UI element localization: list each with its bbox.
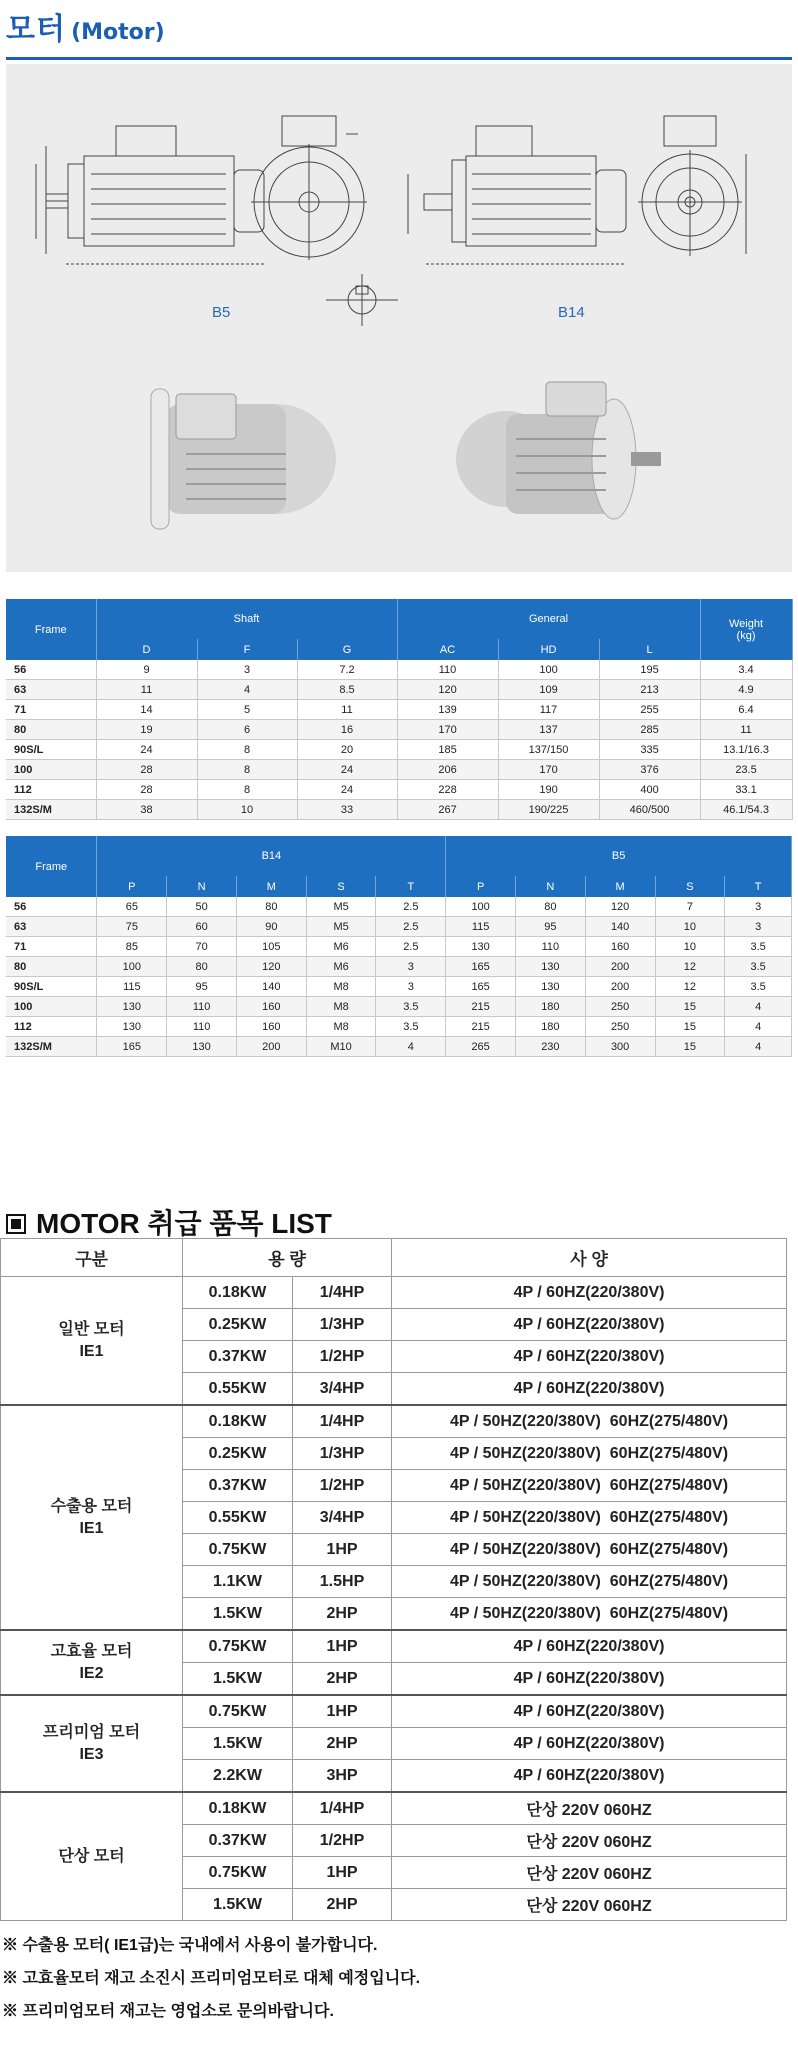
table-row	[6, 720, 792, 740]
flange-dimensions-table	[6, 836, 792, 1057]
b14-side-view-drawing	[408, 126, 626, 264]
capacity-kw-cell: 1.5KW	[183, 1889, 293, 1921]
column-header-p: P	[446, 876, 516, 897]
table-cell: 13.1/16.3	[700, 740, 792, 760]
column-header-n: N	[516, 876, 586, 897]
table-cell: 3	[376, 957, 446, 977]
table-cell: 12	[655, 977, 725, 997]
b14-header: B14	[97, 836, 446, 876]
table-cell: 200	[585, 977, 655, 997]
table-cell: 8	[197, 780, 297, 800]
table-cell: 120	[236, 957, 306, 977]
frame-cell: 56	[6, 897, 97, 917]
table-cell: 180	[516, 1017, 586, 1037]
table-cell: 46.1/54.3	[700, 800, 792, 820]
capacity-hp-cell: 1/3HP	[293, 1309, 392, 1341]
table-row	[6, 700, 792, 720]
column-header-t: T	[725, 876, 792, 897]
spec-cell: 단상 220V 060HZ	[392, 1889, 787, 1921]
table-cell: 400	[599, 780, 700, 800]
table-cell: 120	[585, 897, 655, 917]
table-cell: 206	[397, 760, 498, 780]
frame-cell: 71	[6, 937, 97, 957]
table-cell: 335	[599, 740, 700, 760]
capacity-hp-cell: 1/4HP	[293, 1405, 392, 1438]
table-cell: 19	[96, 720, 197, 740]
table-cell: 4	[197, 680, 297, 700]
table-cell: 10	[197, 800, 297, 820]
table-row	[6, 997, 792, 1017]
table-cell: 3.5	[376, 1017, 446, 1037]
capacity-hp-cell: 1HP	[293, 1857, 392, 1889]
category-name: 단상 모터	[58, 1847, 125, 1865]
capacity-hp-cell: 2HP	[293, 1728, 392, 1760]
capacity-kw-cell: 1.5KW	[183, 1728, 293, 1760]
capacity-hp-cell: 1/2HP	[293, 1825, 392, 1857]
table-cell: 190	[498, 780, 599, 800]
spec-cell: 4P / 50HZ(220/380V) 60HZ(275/480V)	[392, 1534, 787, 1566]
table-cell: 28	[96, 780, 197, 800]
table-cell: 3.4	[700, 660, 792, 680]
table-cell: 95	[167, 977, 237, 997]
table-cell: 250	[585, 997, 655, 1017]
table-cell: 23.5	[700, 760, 792, 780]
table-cell: 140	[236, 977, 306, 997]
table-cell: 139	[397, 700, 498, 720]
category-grade: IE3	[79, 1745, 104, 1763]
table-cell: 160	[585, 937, 655, 957]
capacity-header: 용 량	[183, 1239, 392, 1277]
category-name: 고효율 모터	[50, 1642, 133, 1660]
capacity-hp-cell: 3/4HP	[293, 1502, 392, 1534]
category-header: 구분	[1, 1239, 183, 1277]
capacity-kw-cell: 0.75KW	[183, 1630, 293, 1663]
table-cell: 8.5	[297, 680, 397, 700]
table-cell: 3	[725, 897, 792, 917]
b5-front-view-drawing	[251, 116, 367, 260]
table-cell: 28	[96, 760, 197, 780]
table-cell: M5	[306, 917, 376, 937]
table-cell: 130	[516, 977, 586, 997]
table-cell: 7.2	[297, 660, 397, 680]
table-cell: 50	[167, 897, 237, 917]
table-cell: 110	[167, 997, 237, 1017]
capacity-kw-cell: 0.37KW	[183, 1825, 293, 1857]
table-cell: 215	[446, 1017, 516, 1037]
capacity-kw-cell: 1.5KW	[183, 1663, 293, 1696]
table-cell: 110	[516, 937, 586, 957]
table-cell: 105	[236, 937, 306, 957]
weight-header: Weight (kg)	[700, 599, 792, 660]
table-cell: 4.9	[700, 680, 792, 700]
table-cell: 130	[167, 1037, 237, 1057]
table-cell: 95	[516, 917, 586, 937]
table-cell: 185	[397, 740, 498, 760]
spec-cell: 4P / 60HZ(220/380V)	[392, 1760, 787, 1793]
capacity-kw-cell: 1.1KW	[183, 1566, 293, 1598]
motor-drawings	[6, 64, 792, 572]
table-cell: 160	[236, 997, 306, 1017]
list-row	[1, 1277, 787, 1309]
column-header-m: M	[236, 876, 306, 897]
capacity-hp-cell: 3HP	[293, 1760, 392, 1793]
spec-cell: 4P / 60HZ(220/380V)	[392, 1728, 787, 1760]
category-grade: IE1	[79, 1342, 104, 1360]
category-cell	[1, 1405, 183, 1630]
table-cell: 200	[585, 957, 655, 977]
frame-header: Frame	[6, 836, 97, 897]
motor-drawings-panel	[6, 64, 792, 572]
table-cell: 7	[655, 897, 725, 917]
frame-cell: 112	[6, 780, 96, 800]
table-cell: 115	[97, 977, 167, 997]
spec-cell: 4P / 60HZ(220/380V)	[392, 1373, 787, 1406]
table-cell: 130	[446, 937, 516, 957]
spec-cell: 4P / 60HZ(220/380V)	[392, 1341, 787, 1373]
table-cell: M8	[306, 997, 376, 1017]
table-row	[6, 780, 792, 800]
table-cell: 70	[167, 937, 237, 957]
category-grade: IE1	[79, 1519, 104, 1537]
capacity-kw-cell: 0.75KW	[183, 1534, 293, 1566]
frame-cell: 56	[6, 660, 96, 680]
table-cell: 3.5	[725, 957, 792, 977]
table-cell: 3	[376, 977, 446, 997]
capacity-hp-cell: 1/3HP	[293, 1438, 392, 1470]
frame-cell: 132S/M	[6, 800, 96, 820]
table-cell: 75	[97, 917, 167, 937]
table-cell: 165	[97, 1037, 167, 1057]
table-cell: 10	[655, 917, 725, 937]
capacity-kw-cell: 0.25KW	[183, 1309, 293, 1341]
capacity-hp-cell: 1/4HP	[293, 1277, 392, 1309]
capacity-hp-cell: 1/2HP	[293, 1470, 392, 1502]
capacity-kw-cell: 0.37KW	[183, 1341, 293, 1373]
table-cell: 130	[516, 957, 586, 977]
spec-cell: 4P / 60HZ(220/380V)	[392, 1663, 787, 1696]
b5-motor-photo	[151, 389, 336, 529]
table-cell: 12	[655, 957, 725, 977]
table-row	[6, 1037, 792, 1057]
b14-front-view-drawing	[638, 116, 746, 256]
table-cell: M10	[306, 1037, 376, 1057]
table-row	[6, 917, 792, 937]
frame-cell: 90S/L	[6, 740, 96, 760]
category-name: 일반 모터	[58, 1320, 125, 1338]
category-name: 수출용 모터	[50, 1497, 133, 1515]
column-header-hd: HD	[498, 639, 599, 660]
general-header: General	[397, 599, 700, 639]
b5-header: B5	[446, 836, 792, 876]
table-cell: 2.5	[376, 917, 446, 937]
table-cell: 285	[599, 720, 700, 740]
frame-cell: 90S/L	[6, 977, 97, 997]
table-cell: 170	[397, 720, 498, 740]
table-cell: 11	[700, 720, 792, 740]
table-cell: 24	[297, 760, 397, 780]
table-cell: 14	[96, 700, 197, 720]
capacity-hp-cell: 1HP	[293, 1630, 392, 1663]
frame-cell: 80	[6, 957, 97, 977]
page-title-korean: 모터	[6, 12, 66, 47]
column-header-s: S	[655, 876, 725, 897]
table-cell: 11	[297, 700, 397, 720]
capacity-kw-cell: 0.37KW	[183, 1470, 293, 1502]
spec-cell: 4P / 50HZ(220/380V) 60HZ(275/480V)	[392, 1502, 787, 1534]
motor-list-table	[0, 1238, 787, 1921]
table-cell: 15	[655, 1017, 725, 1037]
column-header-g: G	[297, 639, 397, 660]
square-bullet-icon	[6, 1214, 26, 1234]
table-cell: 460/500	[599, 800, 700, 820]
spec-cell: 4P / 60HZ(220/380V)	[392, 1309, 787, 1341]
column-header-ac: AC	[397, 639, 498, 660]
table-row	[6, 937, 792, 957]
column-header-m: M	[585, 876, 655, 897]
note-high-efficiency: ※ 고효율모터 재고 소진시 프리미엄모터로 대체 예정입니다.	[2, 1970, 421, 1987]
table-cell: 165	[446, 977, 516, 997]
note-premium-inquiry: ※ 프리미엄모터 재고는 영업소로 문의바랍니다.	[2, 2003, 334, 2020]
shaft-key-detail-drawing	[326, 274, 398, 326]
table-cell: 137/150	[498, 740, 599, 760]
table-cell: 3.5	[725, 937, 792, 957]
column-header-n: N	[167, 876, 237, 897]
frame-cell: 132S/M	[6, 1037, 97, 1057]
spec-cell: 4P / 50HZ(220/380V) 60HZ(275/480V)	[392, 1438, 787, 1470]
capacity-kw-cell: 0.25KW	[183, 1438, 293, 1470]
table-row	[6, 897, 792, 917]
list-row	[1, 1695, 787, 1728]
spec-header: 사 양	[392, 1239, 787, 1277]
table-cell: 140	[585, 917, 655, 937]
table-cell: 110	[397, 660, 498, 680]
table-cell: 120	[397, 680, 498, 700]
table-row	[6, 740, 792, 760]
capacity-hp-cell: 2HP	[293, 1663, 392, 1696]
category-grade: IE2	[79, 1664, 104, 1682]
table-cell: 110	[167, 1017, 237, 1037]
list-row	[1, 1630, 787, 1663]
capacity-hp-cell: 1/2HP	[293, 1341, 392, 1373]
category-cell	[1, 1695, 183, 1792]
table-cell: 3.5	[725, 977, 792, 997]
table-cell: 38	[96, 800, 197, 820]
capacity-hp-cell: 1HP	[293, 1534, 392, 1566]
table-row	[6, 977, 792, 997]
capacity-kw-cell: 0.18KW	[183, 1405, 293, 1438]
table-cell: 60	[167, 917, 237, 937]
table-cell: 33.1	[700, 780, 792, 800]
capacity-hp-cell: 2HP	[293, 1889, 392, 1921]
table-cell: 2.5	[376, 897, 446, 917]
table-cell: 2.5	[376, 937, 446, 957]
capacity-kw-cell: 1.5KW	[183, 1598, 293, 1631]
table-cell: 100	[498, 660, 599, 680]
capacity-kw-cell: 0.18KW	[183, 1792, 293, 1825]
motor-list-title: MOTOR 취급 품목 LIST	[6, 1202, 332, 1242]
table-cell: 24	[297, 780, 397, 800]
table-cell: 9	[96, 660, 197, 680]
b14-label: B14	[558, 304, 585, 321]
capacity-kw-cell: 0.55KW	[183, 1373, 293, 1406]
table-row	[6, 1017, 792, 1037]
table-cell: 3	[197, 660, 297, 680]
frame-cell: 100	[6, 997, 97, 1017]
column-header-s: S	[306, 876, 376, 897]
column-header-p: P	[97, 876, 167, 897]
spec-cell: 4P / 60HZ(220/380V)	[392, 1695, 787, 1728]
table-cell: 130	[97, 997, 167, 1017]
category-cell	[1, 1277, 183, 1406]
table-row	[6, 957, 792, 977]
table-cell: 5	[197, 700, 297, 720]
table-row	[6, 680, 792, 700]
table-cell: 3	[725, 917, 792, 937]
frame-header: Frame	[6, 599, 96, 660]
table-cell: 215	[446, 997, 516, 1017]
table-cell: 228	[397, 780, 498, 800]
capacity-hp-cell: 3/4HP	[293, 1373, 392, 1406]
table-cell: M8	[306, 1017, 376, 1037]
spec-cell: 단상 220V 060HZ	[392, 1825, 787, 1857]
frame-cell: 112	[6, 1017, 97, 1037]
category-cell	[1, 1630, 183, 1695]
capacity-kw-cell: 0.75KW	[183, 1695, 293, 1728]
table-cell: 11	[96, 680, 197, 700]
table-cell: 230	[516, 1037, 586, 1057]
table-cell: M6	[306, 957, 376, 977]
spec-cell: 4P / 60HZ(220/380V)	[392, 1630, 787, 1663]
table-cell: 8	[197, 740, 297, 760]
table-cell: 6.4	[700, 700, 792, 720]
table-cell: 130	[97, 1017, 167, 1037]
table-cell: M8	[306, 977, 376, 997]
list-row	[1, 1405, 787, 1438]
spec-cell: 단상 220V 060HZ	[392, 1857, 787, 1889]
table-cell: 16	[297, 720, 397, 740]
table-cell: 4	[376, 1037, 446, 1057]
table-cell: 180	[516, 997, 586, 1017]
table-cell: 165	[446, 957, 516, 977]
table-cell: 200	[236, 1037, 306, 1057]
capacity-hp-cell: 1/4HP	[293, 1792, 392, 1825]
table-cell: 8	[197, 760, 297, 780]
table-cell: 24	[96, 740, 197, 760]
spec-cell: 4P / 50HZ(220/380V) 60HZ(275/480V)	[392, 1470, 787, 1502]
spec-cell: 4P / 60HZ(220/380V)	[392, 1277, 787, 1309]
table-cell: 4	[725, 1037, 792, 1057]
shaft-header: Shaft	[96, 599, 397, 639]
table-cell: 90	[236, 917, 306, 937]
spec-cell: 4P / 50HZ(220/380V) 60HZ(275/480V)	[392, 1405, 787, 1438]
table-cell: 15	[655, 1037, 725, 1057]
table-cell: 4	[725, 997, 792, 1017]
column-header-f: F	[197, 639, 297, 660]
page-title-english: (Motor)	[71, 20, 165, 45]
table-cell: 80	[516, 897, 586, 917]
table-cell: 109	[498, 680, 599, 700]
capacity-kw-cell: 2.2KW	[183, 1760, 293, 1793]
b5-side-view-drawing	[36, 126, 264, 264]
table-cell: 15	[655, 997, 725, 1017]
spec-cell: 단상 220V 060HZ	[392, 1792, 787, 1825]
capacity-kw-cell: 0.75KW	[183, 1857, 293, 1889]
table-cell: 3.5	[376, 997, 446, 1017]
spec-cell: 4P / 50HZ(220/380V) 60HZ(275/480V)	[392, 1598, 787, 1631]
weight-unit: (kg)	[736, 629, 756, 642]
table-cell: 115	[446, 917, 516, 937]
b14-motor-photo	[456, 382, 661, 519]
note-export-motor: ※ 수출용 모터( IE1급)는 국내에서 사용이 불가합니다.	[2, 1937, 378, 1954]
table-row	[6, 800, 792, 820]
table-cell: 80	[236, 897, 306, 917]
table-cell: 190/225	[498, 800, 599, 820]
table-cell: 255	[599, 700, 700, 720]
table-row	[6, 760, 792, 780]
table-cell: 160	[236, 1017, 306, 1037]
table-row	[6, 660, 792, 680]
table-cell: 195	[599, 660, 700, 680]
frame-cell: 71	[6, 700, 96, 720]
column-header-l: L	[599, 639, 700, 660]
capacity-kw-cell: 0.55KW	[183, 1502, 293, 1534]
table-cell: 117	[498, 700, 599, 720]
frame-cell: 100	[6, 760, 96, 780]
list-row	[1, 1792, 787, 1825]
table-cell: 376	[599, 760, 700, 780]
category-cell	[1, 1792, 183, 1921]
table-cell: 20	[297, 740, 397, 760]
table-cell: 6	[197, 720, 297, 740]
capacity-kw-cell: 0.18KW	[183, 1277, 293, 1309]
capacity-hp-cell: 1HP	[293, 1695, 392, 1728]
table-cell: 265	[446, 1037, 516, 1057]
table-cell: M5	[306, 897, 376, 917]
table-cell: 80	[167, 957, 237, 977]
table-cell: 213	[599, 680, 700, 700]
spec-cell: 4P / 50HZ(220/380V) 60HZ(275/480V)	[392, 1566, 787, 1598]
shaft-general-weight-table	[6, 599, 793, 820]
table-cell: 65	[97, 897, 167, 917]
table-cell: 100	[97, 957, 167, 977]
table-cell: 250	[585, 1017, 655, 1037]
table-cell: 85	[97, 937, 167, 957]
frame-cell: 63	[6, 917, 97, 937]
b5-label: B5	[212, 304, 231, 321]
capacity-hp-cell: 2HP	[293, 1598, 392, 1631]
table-cell: 100	[446, 897, 516, 917]
category-name: 프리미엄 모터	[42, 1723, 141, 1741]
title-divider	[6, 57, 792, 60]
table-cell: 4	[725, 1017, 792, 1037]
page-title	[6, 4, 792, 54]
table-cell: 267	[397, 800, 498, 820]
column-header-d: D	[96, 639, 197, 660]
table-cell: 10	[655, 937, 725, 957]
table-cell: M6	[306, 937, 376, 957]
column-header-t: T	[376, 876, 446, 897]
frame-cell: 63	[6, 680, 96, 700]
capacity-hp-cell: 1.5HP	[293, 1566, 392, 1598]
frame-cell: 80	[6, 720, 96, 740]
table-cell: 170	[498, 760, 599, 780]
table-cell: 300	[585, 1037, 655, 1057]
table-cell: 33	[297, 800, 397, 820]
table-cell: 137	[498, 720, 599, 740]
